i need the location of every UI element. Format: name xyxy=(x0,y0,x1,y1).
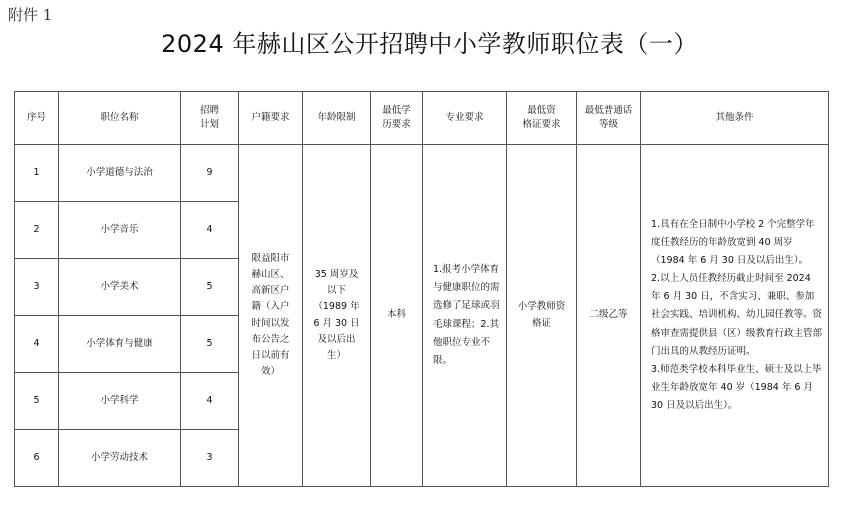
cell-seq: 3 xyxy=(15,259,59,316)
header-seq: 序号 xyxy=(15,92,59,145)
attachment-label: 附件 1 xyxy=(8,6,53,24)
header-education-line1: 最低学 xyxy=(382,104,411,116)
cell-quota: 3 xyxy=(181,430,239,487)
other-condition-2: 2.以上人员任教经历截止时间至 2024 年 6 月 30 日，不含实习、兼职、参加社会实践、培训机构、幼儿园任教等。资格审查需提供县（区）级教育行政主管部门出具的从教经历证明。 xyxy=(651,273,823,357)
table-row xyxy=(15,145,829,202)
cell-household-requirement: 限益阳市赫山区、高新区户籍（入户时间以发布公告之日以前有效） xyxy=(239,145,303,487)
cell-mandarin: 二级乙等 xyxy=(577,145,641,487)
cell-position: 小学道德与法治 xyxy=(59,145,181,202)
header-age: 年龄限制 xyxy=(303,92,371,145)
cell-quota: 5 xyxy=(181,316,239,373)
header-mandarin-line2: 等级 xyxy=(598,119,618,130)
header-household: 户籍要求 xyxy=(239,92,303,145)
header-certificate-line2: 格证要求 xyxy=(522,119,561,130)
other-condition-3: 3.师范类学校本科毕业生、硕士及以上毕业生年龄放宽年 40 岁（1984 年 6 月 30 日及以后出生）。 xyxy=(651,363,822,411)
cell-other-conditions xyxy=(641,145,829,487)
header-quota-line1: 招聘 xyxy=(199,104,219,116)
cell-position: 小学劳动技术 xyxy=(59,430,181,487)
cell-seq: 2 xyxy=(15,202,59,259)
header-position: 职位名称 xyxy=(59,92,181,145)
cell-seq: 4 xyxy=(15,316,59,373)
header-mandarin-line1: 最低普通话 xyxy=(584,104,633,116)
other-condition-1: 1.具有在全日制中小学校 2 个完整学年度任教经历的年龄放宽到 40 周岁（1984 年 6 月 30 日及以后出生）。 xyxy=(651,219,815,267)
cell-major-requirement: 1.报考小学体育与健康职位的需选修了足球或羽毛球课程；2.其他职位专业不限。 xyxy=(423,145,507,487)
cell-quota: 4 xyxy=(181,373,239,430)
cell-quota: 9 xyxy=(181,145,239,202)
cell-seq: 6 xyxy=(15,430,59,487)
page-title: 2024 年赫山区公开招聘中小学教师职位表（一） xyxy=(161,30,698,58)
header-education-line2: 历要求 xyxy=(382,119,411,130)
job-position-table xyxy=(14,91,829,487)
header-quota xyxy=(181,92,239,145)
cell-position: 小学科学 xyxy=(59,373,181,430)
header-major: 专业要求 xyxy=(423,92,507,145)
cell-position: 小学美术 xyxy=(59,259,181,316)
cell-age-limit: 35 周岁及以下（1989 年 6 月 30 日及以后出生） xyxy=(303,145,371,487)
cell-quota: 4 xyxy=(181,202,239,259)
cell-certificate: 小学教师资格证 xyxy=(507,145,577,487)
cell-seq: 1 xyxy=(15,145,59,202)
cell-position: 小学体育与健康 xyxy=(59,316,181,373)
header-certificate-line1: 最低资 xyxy=(527,104,556,116)
cell-education: 本科 xyxy=(371,145,423,487)
header-education xyxy=(371,92,423,145)
table-header-row xyxy=(15,92,829,145)
cell-position: 小学音乐 xyxy=(59,202,181,259)
cell-seq: 5 xyxy=(15,373,59,430)
header-certificate xyxy=(507,92,577,145)
cell-quota: 5 xyxy=(181,259,239,316)
header-mandarin xyxy=(577,92,641,145)
header-quota-line2: 计划 xyxy=(199,119,219,130)
header-other: 其他条件 xyxy=(641,92,829,145)
